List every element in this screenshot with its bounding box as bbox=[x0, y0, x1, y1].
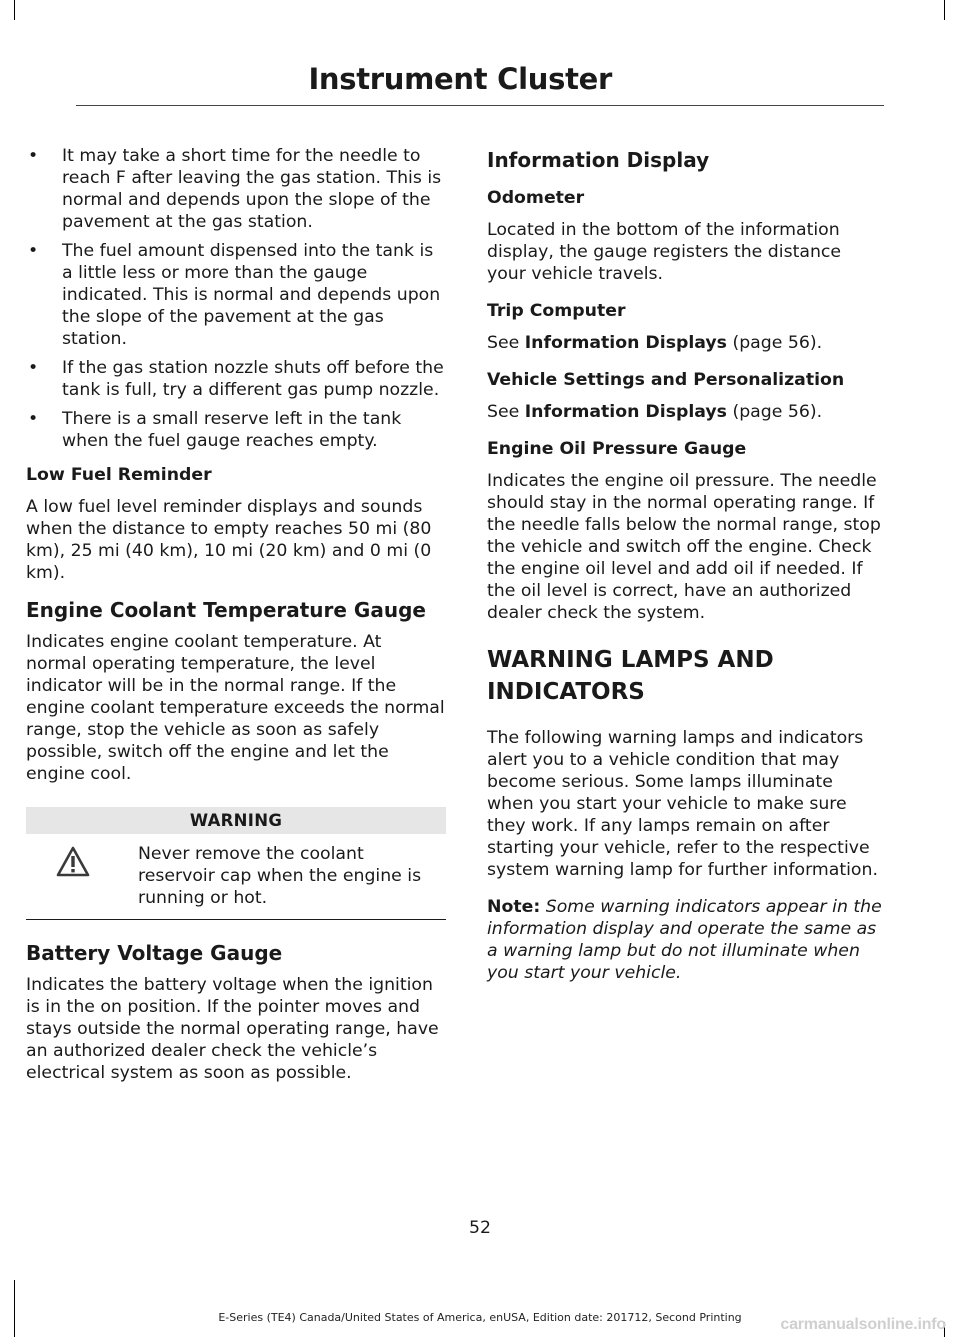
trip-computer-heading: Trip Computer bbox=[487, 301, 626, 321]
page-number: 52 bbox=[469, 1218, 491, 1238]
bullet-glyph: • bbox=[28, 146, 39, 166]
oil-pressure-heading: Engine Oil Pressure Gauge bbox=[487, 439, 747, 459]
warning-lamps-heading: WARNING LAMPS AND INDICATORS bbox=[487, 647, 774, 705]
coolant-heading: Engine Coolant Temperature Gauge bbox=[26, 598, 426, 622]
bullet-glyph: • bbox=[28, 241, 39, 261]
crop-mark-bottom-left-v bbox=[14, 1280, 15, 1337]
battery-text: Indicates the battery voltage when the ignition is in the on position. If the pointer moves and stays outside the normal operating range, have an authorized dealer check the vehicle’s electrical system as soon as possible. bbox=[26, 975, 439, 1083]
bullet-glyph: • bbox=[28, 409, 39, 429]
list-item: • There is a small reserve left in the tank when the fuel gauge reaches empty. bbox=[28, 409, 402, 451]
crop-mark-top-right-v bbox=[944, 0, 945, 20]
information-displays-link[interactable]: Information Displays bbox=[524, 333, 727, 353]
warning-triangle-icon bbox=[26, 843, 114, 909]
odometer-heading: Odometer bbox=[487, 188, 585, 208]
battery-heading: Battery Voltage Gauge bbox=[26, 941, 283, 965]
note-label: Note: bbox=[487, 897, 541, 917]
odometer-text: Located in the bottom of the information display, the gauge registers the distance your vehicle travels. bbox=[487, 220, 842, 284]
information-display-heading: Information Display bbox=[487, 148, 710, 172]
watermark: carmanualsonline.info bbox=[780, 1316, 946, 1333]
list-item: • It may take a short time for the needle to reach F after leaving the gas station. This is normal and depends upon the slope of the pavement at the gas station. bbox=[28, 146, 442, 232]
warning-lamps-note bbox=[487, 896, 882, 984]
warning-text: Never remove the coolant reservoir cap when the engine is running or hot. bbox=[138, 844, 422, 908]
low-fuel-text: A low fuel level reminder displays and sounds when the distance to empty reaches 50 mi (80 km), 25 mi (40 km), 10 mi (20 km) and 0 mi (0 km). bbox=[26, 497, 432, 583]
information-displays-link[interactable]: Information Displays bbox=[524, 402, 727, 422]
page-header-title: Instrument Cluster bbox=[308, 62, 612, 96]
warning-label: WARNING bbox=[26, 807, 446, 834]
warning-box bbox=[26, 807, 446, 920]
list-item: • The fuel amount dispensed into the tank is a little less or more than the gauge indicated. This is normal and depends upon the slope of the pavement at the gas station. bbox=[28, 241, 441, 349]
header-divider bbox=[76, 105, 884, 106]
coolant-text: Indicates engine coolant temperature. At normal operating temperature, the level indicator will be in the normal range. If the engine coolant temperature exceeds the normal range, stop the vehicle as soon as safely possible, switch off the engine and let the engine cool. bbox=[26, 632, 445, 784]
vehicle-settings-reference: See Information Displays (page 56). bbox=[487, 402, 823, 422]
note-text: Some warning indicators appear in the information display and operate the same as a warning lamp but do not illuminate when you start your vehicle. bbox=[487, 897, 882, 983]
fuel-gauge-bullet-list bbox=[26, 145, 446, 452]
oil-pressure-text: Indicates the engine oil pressure. The needle should stay in the normal operating range. If the needle falls below the normal range, stop the vehicle and switch off the engine. Check the engine oil level and add oil if needed. If the oil level is correct, have an authorized dealer check the system. bbox=[487, 471, 881, 623]
warning-lamps-text: The following warning lamps and indicators alert you to a vehicle condition that may become serious. Some lamps illuminate when you start your vehicle to make sure they work. If any lamps remain on after starting your vehicle, refer to the respective system warning lamp for further information. bbox=[487, 728, 878, 880]
vehicle-settings-heading: Vehicle Settings and Personalization bbox=[487, 370, 845, 390]
low-fuel-heading: Low Fuel Reminder bbox=[26, 465, 212, 485]
bullet-glyph: • bbox=[28, 358, 39, 378]
edition-footer: E-Series (TE4) Canada/United States of America, enUSA, Edition date: 201712, Second Printing bbox=[218, 1311, 742, 1324]
list-item: • If the gas station nozzle shuts off before the tank is full, try a different gas pump nozzle. bbox=[28, 358, 444, 400]
crop-mark-top-left-v bbox=[14, 0, 15, 20]
right-column bbox=[487, 145, 882, 999]
left-column bbox=[26, 145, 446, 1099]
trip-computer-reference: See Information Displays (page 56). bbox=[487, 333, 823, 353]
